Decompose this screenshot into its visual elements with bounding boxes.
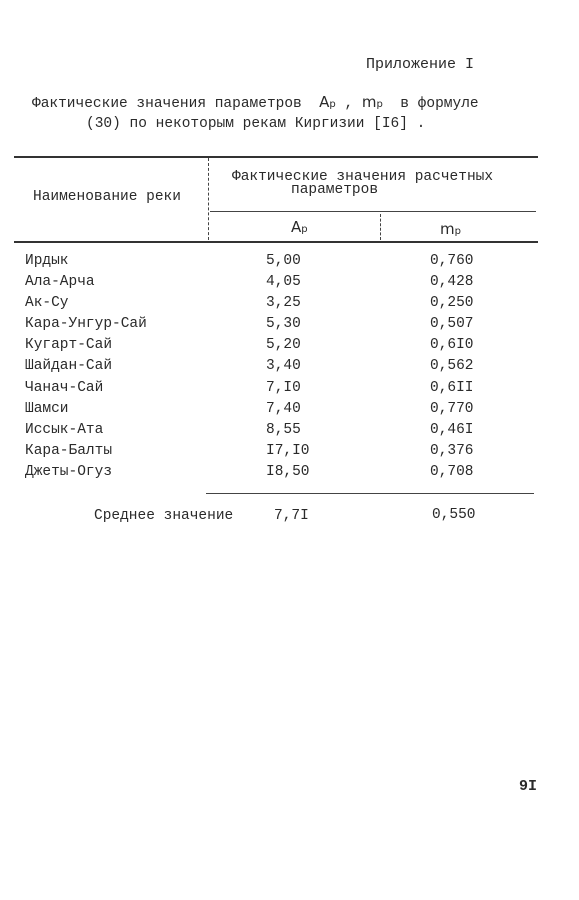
ap-value: 4,05 <box>266 274 301 290</box>
mp-value: 0,770 <box>430 401 474 417</box>
summary-rule <box>206 493 534 494</box>
river-name: Шайдан-Сай <box>25 358 113 374</box>
column-group-header-line-2: параметров <box>291 182 379 198</box>
group-rule <box>210 211 536 212</box>
river-name: Ак-Су <box>25 295 69 311</box>
mp-value: 0,46I <box>430 422 474 438</box>
ap-value: I7,I0 <box>266 443 310 459</box>
river-name: Чанач-Сай <box>25 380 104 396</box>
ap-value: 3,25 <box>266 295 301 311</box>
caption-line-2: (30) по некоторым рекам Киргизии [I6] . <box>86 116 426 132</box>
ap-value: 5,20 <box>266 337 301 353</box>
river-name: Кара-Унгур-Сай <box>25 316 147 332</box>
river-name: Ирдык <box>25 253 69 269</box>
mp-value: 0,250 <box>430 295 474 311</box>
column-group-header-line-1: Фактические значения расчетных <box>232 169 494 185</box>
ap-value: 5,30 <box>266 316 301 332</box>
column-header-ap: Ap <box>291 218 308 236</box>
river-name: Джеты-Огуз <box>25 464 113 480</box>
ap-value: 3,40 <box>266 358 301 374</box>
mp-value: 0,6I0 <box>430 337 474 353</box>
average-mp: 0,550 <box>432 507 476 523</box>
mp-value: 0,708 <box>430 464 474 480</box>
page-number: 9I <box>519 778 538 795</box>
column-header-mp: mp <box>440 220 461 238</box>
caption-separator: , <box>344 96 354 112</box>
river-name: Шамси <box>25 401 69 417</box>
subheader-column-divider <box>380 214 381 240</box>
mp-value: 0,6II <box>430 380 474 396</box>
ap-value: 5,00 <box>266 253 301 269</box>
ap-value: 7,I0 <box>266 380 301 396</box>
river-name: Кара-Балты <box>25 443 113 459</box>
ap-value: 8,55 <box>266 422 301 438</box>
river-name: Иссык-Ата <box>25 422 104 438</box>
average-label: Среднее значение <box>94 508 234 524</box>
river-name: Ала-Арча <box>25 274 95 290</box>
appendix-label: Приложение I <box>366 56 475 73</box>
header-bottom-rule <box>14 241 538 243</box>
average-ap: 7,7I <box>274 508 309 524</box>
ap-value: I8,50 <box>266 464 310 480</box>
river-name: Кугарт-Сай <box>25 337 113 353</box>
caption-line-1 <box>32 93 479 112</box>
caption-text: Фактические значения параметров <box>32 96 302 112</box>
symbol-a: Ap <box>319 93 336 111</box>
column-header-river: Наименование реки <box>33 189 181 205</box>
symbol-m: mp <box>361 93 383 111</box>
caption-in-formula: в формуле <box>400 96 479 112</box>
ap-value: 7,40 <box>266 401 301 417</box>
table-top-rule <box>14 156 538 158</box>
mp-value: 0,376 <box>430 443 474 459</box>
header-column-divider <box>208 158 209 240</box>
mp-value: 0,428 <box>430 274 474 290</box>
mp-value: 0,507 <box>430 316 474 332</box>
mp-value: 0,760 <box>430 253 474 269</box>
mp-value: 0,562 <box>430 358 474 374</box>
